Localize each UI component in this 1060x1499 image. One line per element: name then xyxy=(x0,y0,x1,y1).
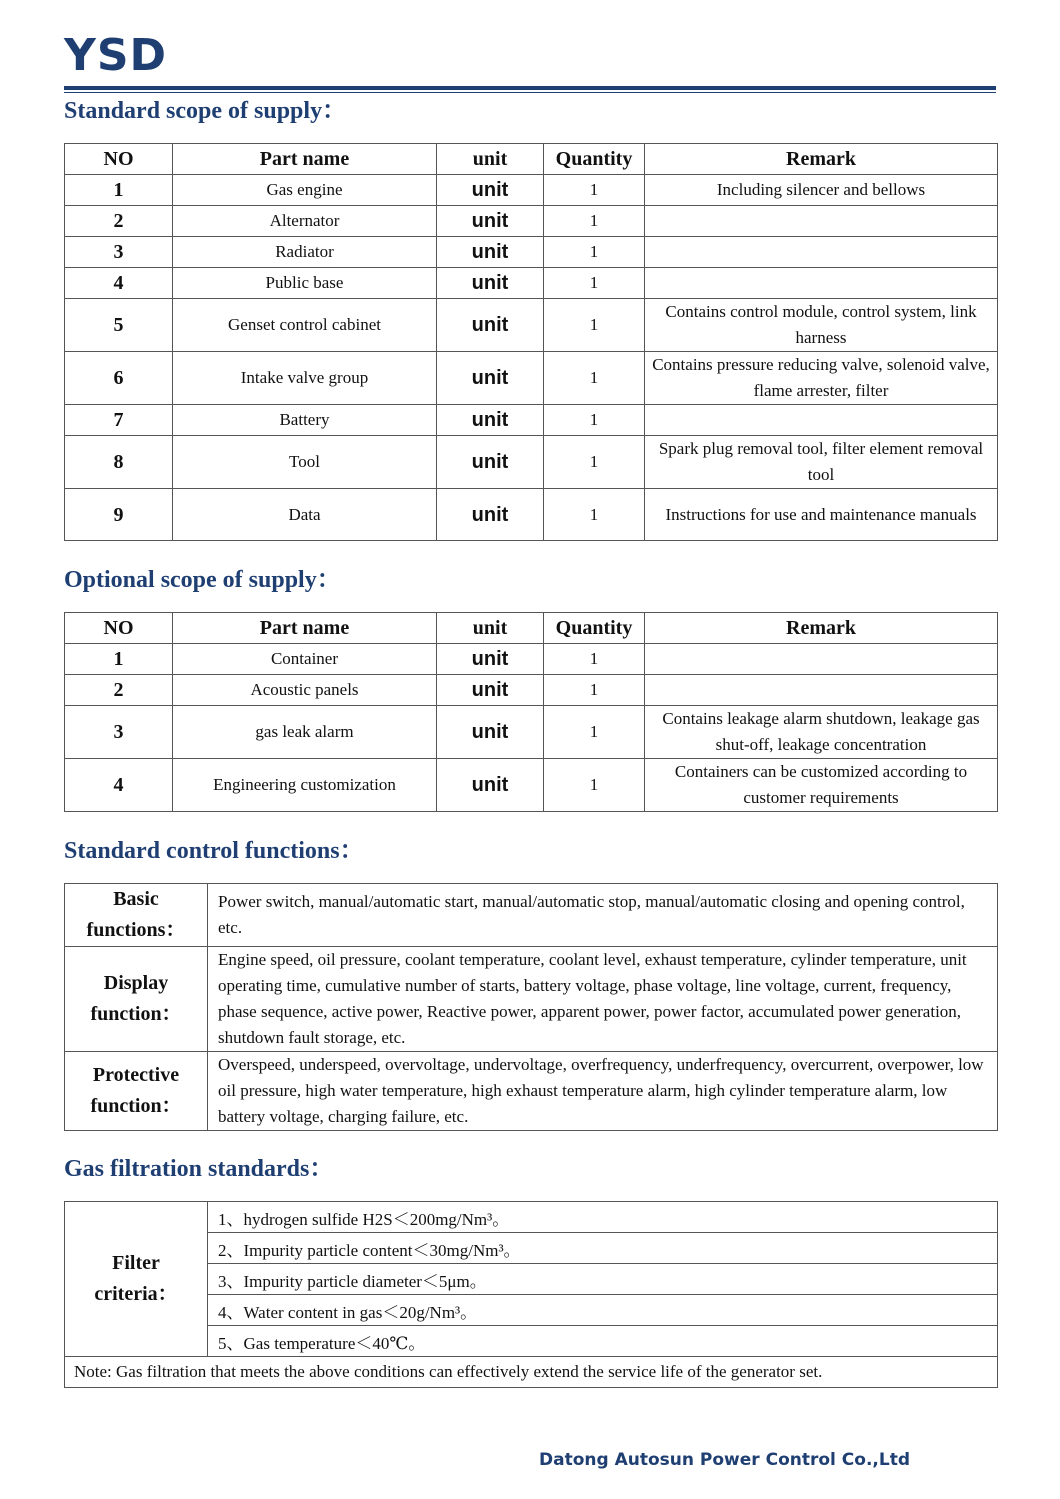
row-quantity: 1 xyxy=(544,405,645,436)
row-unit: unit xyxy=(437,268,544,299)
row-part-name: Engineering customization xyxy=(173,759,437,812)
row-no: 8 xyxy=(65,436,173,489)
col-header-part-name: Part name xyxy=(173,613,437,644)
row-part-name: Genset control cabinet xyxy=(173,299,437,352)
table-row xyxy=(65,759,998,812)
standard-supply-heading: Standard scope of supply： xyxy=(64,98,347,124)
row-quantity: 1 xyxy=(544,644,645,675)
col-header-no: NO xyxy=(65,613,173,644)
row-part-name: Container xyxy=(173,644,437,675)
row-part-name: Tool xyxy=(173,436,437,489)
header-rule xyxy=(64,86,996,90)
col-header-quantity: Quantity xyxy=(544,613,645,644)
table-row xyxy=(65,884,998,947)
row-remark: Spark plug removal tool, filter element removal tool xyxy=(645,436,998,489)
row-remark: Contains control module, control system, link harness xyxy=(645,299,998,352)
table-row xyxy=(65,352,998,405)
row-unit: unit xyxy=(437,352,544,405)
row-part-name: gas leak alarm xyxy=(173,706,437,759)
row-remark: Contains pressure reducing valve, solenoid valve, flame arrester, filter xyxy=(645,352,998,405)
row-part-name: Public base xyxy=(173,268,437,299)
table-row xyxy=(65,489,998,541)
table-header-row xyxy=(65,144,998,175)
function-text: Engine speed, oil pressure, coolant temperature, coolant level, exhaust temperature, cylinder temperature, unit operating time, cumulative number of starts, battery voltage, phase voltage, line voltage, current, frequency, phase sequence, active power, Reactive power, apparent power, power factor, accumulated power generation, shutdown fault storage, etc. xyxy=(208,947,998,1052)
row-remark xyxy=(645,644,998,675)
filtration-note: Note: Gas filtration that meets the above conditions can effectively extend the service life of the generator set. xyxy=(65,1357,998,1388)
table-row xyxy=(65,1357,998,1388)
row-remark xyxy=(645,206,998,237)
row-part-name: Alternator xyxy=(173,206,437,237)
row-no: 2 xyxy=(65,675,173,706)
table-row xyxy=(65,175,998,206)
standard-supply-table xyxy=(64,143,998,541)
optional-supply-heading: Optional scope of supply： xyxy=(64,567,341,593)
row-part-name: Battery xyxy=(173,405,437,436)
row-remark: Instructions for use and maintenance manuals xyxy=(645,489,998,541)
row-part-name: Intake valve group xyxy=(173,352,437,405)
gas-filtration-heading: Gas filtration standards： xyxy=(64,1156,334,1182)
row-unit: unit xyxy=(437,675,544,706)
row-no: 2 xyxy=(65,206,173,237)
row-remark xyxy=(645,675,998,706)
row-quantity: 1 xyxy=(544,759,645,812)
table-row xyxy=(65,206,998,237)
row-remark: Including silencer and bellows xyxy=(645,175,998,206)
row-part-name: Radiator xyxy=(173,237,437,268)
filter-criterion: 2、Impurity particle content＜30mg/Nm³。 xyxy=(208,1233,998,1264)
row-part-name: Gas engine xyxy=(173,175,437,206)
function-text: Overspeed, underspeed, overvoltage, undervoltage, overfrequency, underfrequency, overcurrent, overpower, low oil pressure, high water temperature, high exhaust temperature alarm, high cylinder temperature alarm, low battery voltage, charging failure, etc. xyxy=(208,1052,998,1131)
row-part-name: Data xyxy=(173,489,437,541)
col-header-remark: Remark xyxy=(645,613,998,644)
row-quantity: 1 xyxy=(544,675,645,706)
gas-filtration-table xyxy=(64,1201,998,1388)
row-unit: unit xyxy=(437,299,544,352)
row-no: 9 xyxy=(65,489,173,541)
row-remark xyxy=(645,268,998,299)
row-unit: unit xyxy=(437,405,544,436)
row-no: 5 xyxy=(65,299,173,352)
table-row xyxy=(65,1202,998,1233)
row-no: 3 xyxy=(65,237,173,268)
col-header-unit: unit xyxy=(437,613,544,644)
row-quantity: 1 xyxy=(544,175,645,206)
row-part-name: Acoustic panels xyxy=(173,675,437,706)
company-logo: YSD xyxy=(64,30,168,81)
col-header-remark: Remark xyxy=(645,144,998,175)
row-no: 4 xyxy=(65,268,173,299)
row-quantity: 1 xyxy=(544,352,645,405)
control-functions-heading: Standard control functions： xyxy=(64,838,364,864)
header-rule-thin xyxy=(64,92,996,93)
function-label: Basic functions： xyxy=(65,884,208,947)
table-row xyxy=(65,706,998,759)
row-quantity: 1 xyxy=(544,299,645,352)
row-no: 7 xyxy=(65,405,173,436)
table-row xyxy=(65,436,998,489)
filter-criterion: 4、Water content in gas＜20g/Nm³。 xyxy=(208,1295,998,1326)
company-footer: Datong Autosun Power Control Co.,Ltd xyxy=(539,1450,910,1470)
row-remark: Containers can be customized according to customer requirements xyxy=(645,759,998,812)
function-label: Protective function： xyxy=(65,1052,208,1131)
col-header-quantity: Quantity xyxy=(544,144,645,175)
row-quantity: 1 xyxy=(544,237,645,268)
row-quantity: 1 xyxy=(544,436,645,489)
row-quantity: 1 xyxy=(544,268,645,299)
row-unit: unit xyxy=(437,436,544,489)
row-unit: unit xyxy=(437,206,544,237)
table-row xyxy=(65,675,998,706)
control-functions-table xyxy=(64,883,998,1131)
function-label: Display function： xyxy=(65,947,208,1052)
row-quantity: 1 xyxy=(544,706,645,759)
col-header-unit: unit xyxy=(437,144,544,175)
row-no: 1 xyxy=(65,644,173,675)
filter-criterion: 1、hydrogen sulfide H2S＜200mg/Nm³。 xyxy=(208,1202,998,1233)
table-row xyxy=(65,299,998,352)
filter-criterion: 3、Impurity particle diameter＜5μm。 xyxy=(208,1264,998,1295)
row-remark xyxy=(645,237,998,268)
col-header-part-name: Part name xyxy=(173,144,437,175)
col-header-no: NO xyxy=(65,144,173,175)
row-quantity: 1 xyxy=(544,206,645,237)
table-header-row xyxy=(65,613,998,644)
row-quantity: 1 xyxy=(544,489,645,541)
row-no: 6 xyxy=(65,352,173,405)
row-unit: unit xyxy=(437,237,544,268)
optional-supply-table xyxy=(64,612,998,812)
row-unit: unit xyxy=(437,644,544,675)
table-row xyxy=(65,405,998,436)
table-row xyxy=(65,947,998,1052)
table-row xyxy=(65,644,998,675)
row-unit: unit xyxy=(437,175,544,206)
filter-criteria-label: Filter criteria： xyxy=(65,1202,208,1357)
row-remark xyxy=(645,405,998,436)
row-unit: unit xyxy=(437,489,544,541)
filter-criterion: 5、Gas temperature＜40℃。 xyxy=(208,1326,998,1357)
table-row xyxy=(65,237,998,268)
row-unit: unit xyxy=(437,706,544,759)
row-unit: unit xyxy=(437,759,544,812)
table-row xyxy=(65,268,998,299)
function-text: Power switch, manual/automatic start, manual/automatic stop, manual/automatic closing and opening control, etc. xyxy=(208,884,998,947)
table-row xyxy=(65,1052,998,1131)
row-no: 4 xyxy=(65,759,173,812)
row-remark: Contains leakage alarm shutdown, leakage gas shut-off, leakage concentration xyxy=(645,706,998,759)
row-no: 1 xyxy=(65,175,173,206)
row-no: 3 xyxy=(65,706,173,759)
